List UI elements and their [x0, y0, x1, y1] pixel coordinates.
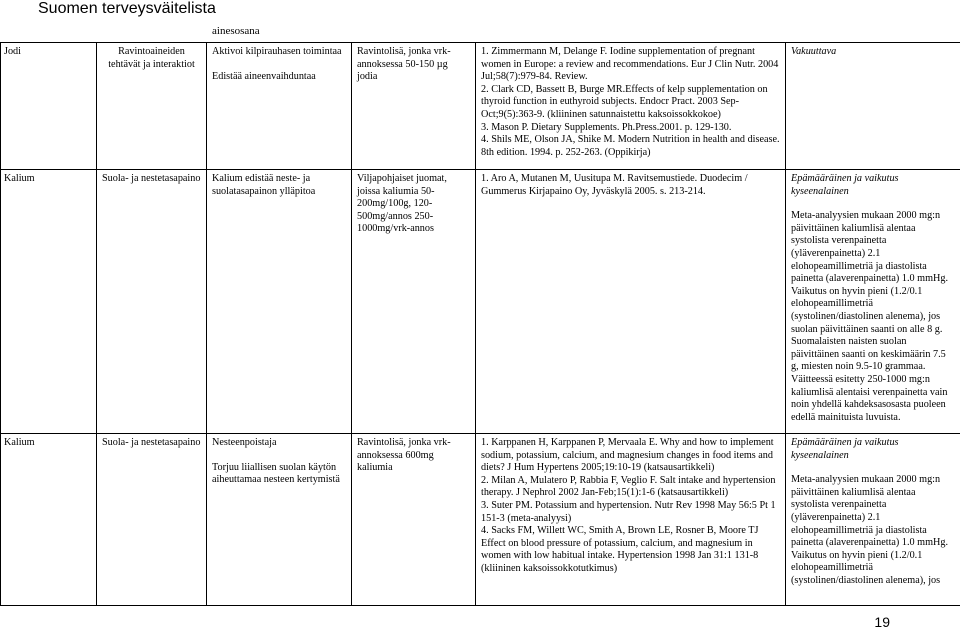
nutrient-cell: Kalium — [1, 434, 97, 606]
references-cell — [476, 43, 786, 170]
table-row — [1, 43, 960, 170]
references-cell — [476, 434, 786, 606]
assessment-cell — [786, 434, 960, 606]
nutrient-cell: Kalium — [1, 170, 97, 434]
assessment-label: Epämääräinen ja vaikutus kyseenalainen — [791, 437, 899, 461]
page-title: Suomen terveysväitelista — [38, 0, 216, 17]
claim-text-secondary: Torjuu liiallisen suolan käytön aiheuttamaa nesteen kertymistä — [212, 461, 340, 486]
references-text: 1. Karppanen H, Karppanen P, Mervaala E. Why and how to implement sodium, potassium, calcium, and magnesium changes in food items and diets? J Hum Hypertens 2005;19:10-19 (katsausartikkeli) 2. Milan A, Mulatero P, Rabbia F, Veglio F. Salt intake and hypertension therapy. J Nephrol 2002 Jan-Feb;15(1):1-6 (katsausartikkeli) 3. Suter PM. Potassium and hypertension. Nutr Rev 1998 May 56:5 Pt 1 151-3 (meta-analyysi) 4. Sacks FM, Willett WC, Smith A, Brown LE, Rosner B, Moore TJ Effect on blood pressure of potassium, calcium, and magnesium in women with low habitual intake. Hypertension 1998 Jan 31:1 131-8 (kliininen kaksoissokkotutkimus) — [481, 437, 776, 574]
assessment-cell — [786, 43, 960, 170]
role-cell: Ravintoaineiden tehtävät ja interaktiot — [97, 43, 207, 170]
claim-text: Aktivoi kilpirauhasen toimintaa — [212, 46, 342, 57]
claims-table — [0, 42, 960, 606]
role-cell: Suola- ja nestetasapaino — [97, 170, 207, 434]
table-row — [1, 170, 960, 434]
role-cell: Suola- ja nestetasapaino — [97, 434, 207, 606]
table-row — [1, 434, 960, 606]
assessment-label: Vakuuttava — [791, 46, 837, 57]
page-number: 19 — [874, 614, 890, 630]
references-cell — [476, 170, 786, 434]
assessment-cell — [786, 170, 960, 434]
assessment-label: Epämääräinen ja vaikutus kyseenalainen — [791, 173, 899, 197]
references-text: 1. Aro A, Mutanen M, Uusitupa M. Ravitsemustiede. Duodecim / Gummerus Kirjapaino Oy, Jyväskylä 2005. s. 213-214. — [481, 173, 748, 197]
assessment-text: Meta-analyysien mukaan 2000 mg:n päivittäinen kaliumlisä alentaa systolista verenpainetta (yläverenpainetta) 2.1 elohopeamillimetriä ja diastolista painetta (alaverenpainetta) 1.0 mmHg. Vaikutus on hyvin pieni (1.2/0.1 elohopeamillimetriä (systolinen/diastolinen alenema), jos — [791, 474, 948, 586]
claim-cell — [207, 434, 352, 606]
claim-cell — [207, 170, 352, 434]
condition-cell: Ravintolisä, jonka vrk-annoksessa 600mg kaliumia — [352, 434, 476, 606]
references-text: 1. Zimmermann M, Delange F. Iodine supplementation of pregnant women in Europe: a review and recommendations. Eur J Clin Nutr. 2004 Jul;58(7):979-84. Review. 2. Clark CD, Bassett B, Burge MR.Effects of kelp supplementation on thyroid function in euthyroid subjects. Endocr Pract. 2003 Sep-Oct;9(5):363-9. (kliininen satunnaistettu kaksoissokkokoe) 3. Mason P. Dietary Supplements. Ph.Press.2001. p. 129-130. 4. Shils ME, Olson JA, Shike M. Modern Nutrition in health and disease. 8th edition. 1994. p. 252-263. (Oppikirja) — [481, 46, 780, 158]
condition-cell: Viljapohjaiset juomat, joissa kaliumia 50-200mg/100g, 120-500mg/annos 250-1000mg/vrk-annos — [352, 170, 476, 434]
claim-cell — [207, 43, 352, 170]
claim-text-secondary: Edistää aineenvaihduntaa — [212, 70, 316, 82]
condition-cell: Ravintolisä, jonka vrk-annoksessa 50-150 µg jodia — [352, 43, 476, 170]
assessment-text: Meta-analyysien mukaan 2000 mg:n päivittäinen kaliumlisä alentaa systolista verenpainetta (yläverenpainetta) 2.1 elohopeamillimetriä ja diastolista painetta (alaverenpainetta) 1.0 mmHg. Vaikutus on hyvin pieni (1.2/0.1 elohopeamillimetriä (systolinen/diastolinen alenema), jos suolan päivittäinen saanti on alle 8 g. Suomalaisten naisten suolan päivittäinen saanti on keskimäärin 7.5 g, miesten noin 9.5-10 grammaa. Väitteessä esitetty 250-1000 mg:n kaliumlisä alentaisi verenpainetta vain noin yhdellä kahdeksasosasta puoleen edellä mainituista luvuista. — [791, 210, 948, 423]
claim-text: Kalium edistää neste- ja suolatasapainon ylläpitoa — [212, 173, 316, 197]
nutrient-cell: Jodi — [1, 43, 97, 170]
column-subheader: ainesosana — [212, 25, 260, 37]
claim-text: Nesteenpoistaja — [212, 437, 277, 448]
